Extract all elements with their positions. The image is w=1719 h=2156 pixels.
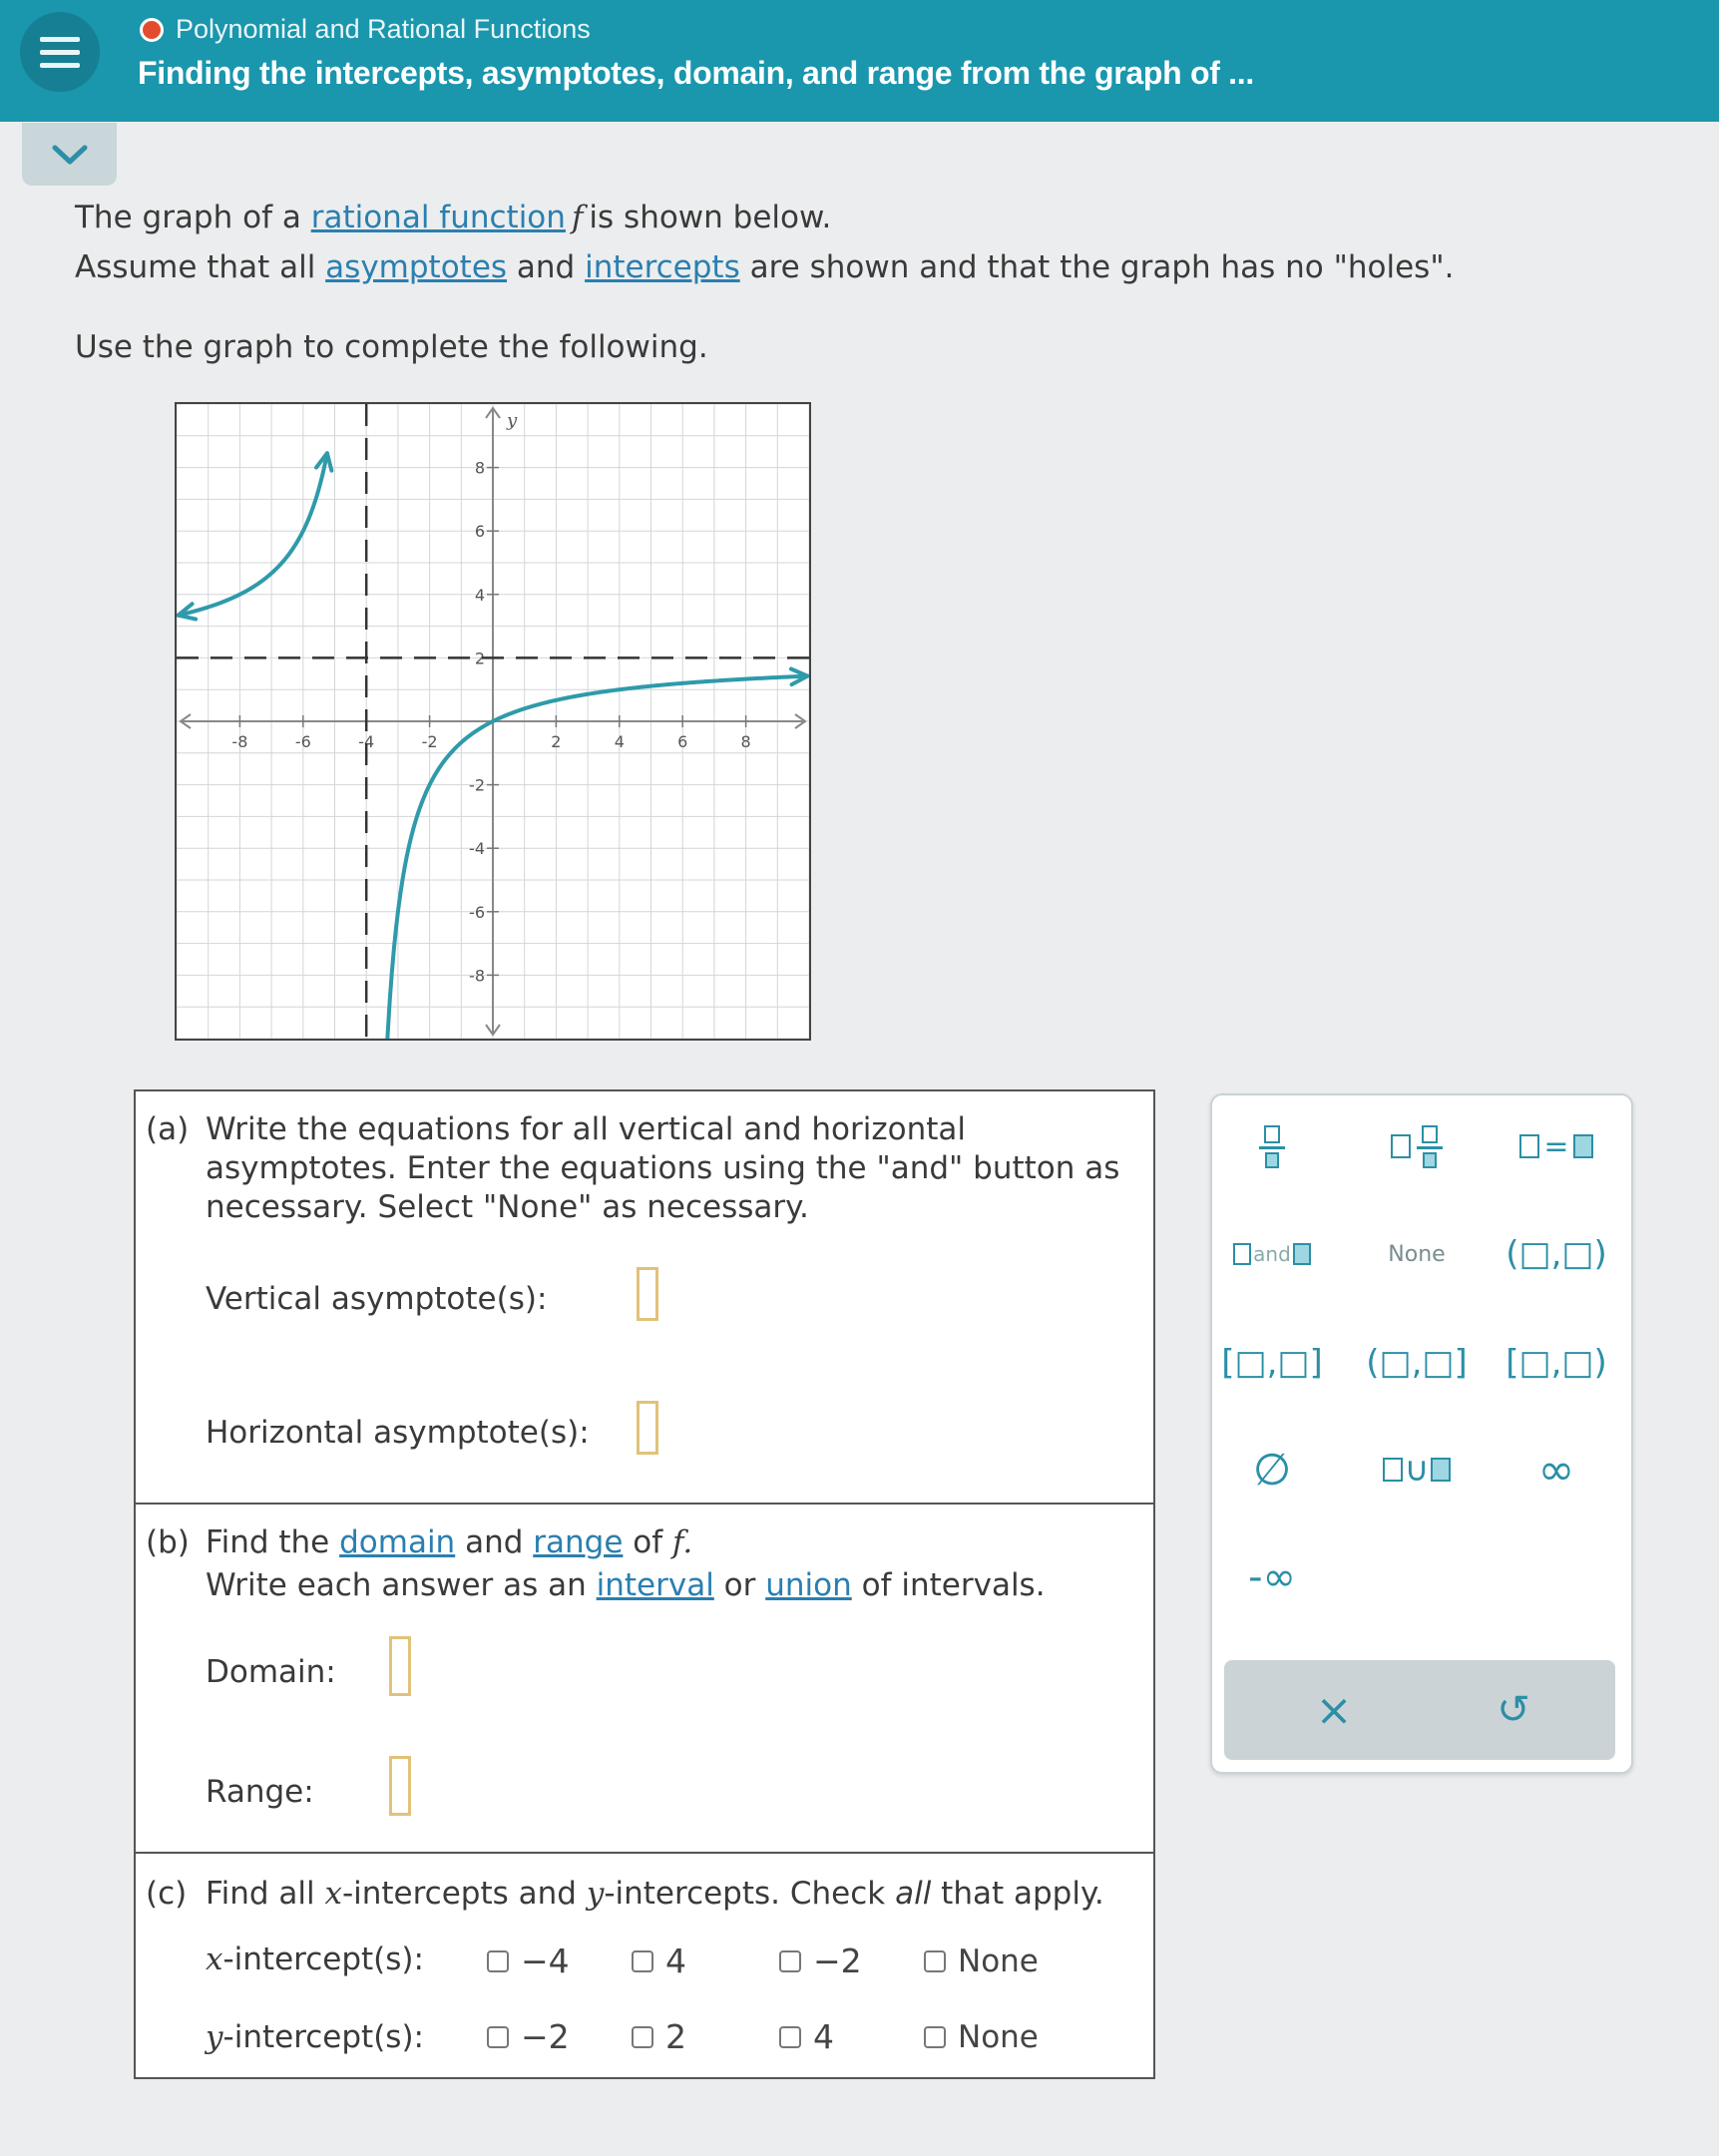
domain-label: Domain: bbox=[206, 1654, 336, 1690]
horizontal-asymptote-input[interactable] bbox=[637, 1401, 658, 1455]
part-a-instruction: necessary. Select "None" as necessary. bbox=[206, 1189, 809, 1225]
part-a-tag: (a) bbox=[146, 1111, 190, 1147]
interval-link[interactable]: interval bbox=[596, 1567, 714, 1603]
chevron-down-icon bbox=[50, 142, 90, 168]
x-option-4[interactable] bbox=[632, 1941, 686, 1980]
domain-input[interactable] bbox=[389, 1636, 411, 1696]
union-link[interactable]: union bbox=[765, 1567, 852, 1603]
x-tick-label: 2 bbox=[551, 732, 562, 751]
label-text: -intercept(s): bbox=[222, 1941, 424, 1977]
part-b-instruction bbox=[206, 1524, 692, 1560]
checkbox[interactable] bbox=[487, 2026, 509, 2048]
y-tick-label: -4 bbox=[469, 839, 485, 859]
closed-open-interval-key[interactable]: [□,□) bbox=[1505, 1343, 1607, 1383]
instruction-text: -intercepts and bbox=[341, 1876, 587, 1912]
y-option-4[interactable] bbox=[779, 2017, 834, 2056]
x-variable: x bbox=[324, 1876, 342, 1912]
x-option-neg4[interactable] bbox=[487, 1941, 570, 1980]
topic-title: Polynomial and Rational Functions bbox=[176, 14, 591, 44]
instruction-text: that apply. bbox=[931, 1876, 1104, 1912]
emphasis-text: all bbox=[895, 1876, 932, 1912]
x-intercept-label bbox=[206, 1941, 424, 1977]
x-tick-label: -6 bbox=[294, 732, 311, 751]
y-tick-label: 4 bbox=[474, 585, 485, 605]
part-a-panel bbox=[134, 1089, 1155, 1505]
part-c-panel bbox=[134, 1852, 1155, 2079]
y-tick-label: -2 bbox=[469, 775, 485, 795]
keypad-actions bbox=[1224, 1660, 1615, 1760]
checkbox[interactable] bbox=[632, 1950, 653, 1972]
part-b-tag: (b) bbox=[146, 1524, 190, 1560]
question-line-3: Use the graph to complete the following. bbox=[75, 329, 708, 365]
x-tick-label: 4 bbox=[614, 732, 625, 751]
part-a-instruction: asymptotes. Enter the equations using the "and" button as bbox=[206, 1150, 1120, 1186]
range-link[interactable]: range bbox=[533, 1524, 624, 1560]
x-option-neg2[interactable] bbox=[779, 1941, 862, 1980]
none-key[interactable]: None bbox=[1388, 1241, 1446, 1267]
and-label: and bbox=[1253, 1242, 1291, 1266]
question-text: are shown and that the graph has no "holes". bbox=[739, 249, 1455, 285]
undo-button[interactable]: ↺ bbox=[1497, 1687, 1530, 1733]
y-option-2[interactable] bbox=[632, 2017, 686, 2056]
x-tick-label: -2 bbox=[421, 732, 438, 751]
checkbox[interactable] bbox=[487, 1950, 509, 1972]
option-label: −2 bbox=[813, 1941, 862, 1980]
fraction-icon bbox=[1259, 1125, 1285, 1168]
function-name: f bbox=[571, 200, 584, 235]
top-bar bbox=[0, 0, 1719, 122]
left-branch-curve bbox=[179, 453, 327, 615]
topic-status-icon bbox=[140, 18, 164, 42]
intercepts-link[interactable]: intercepts bbox=[585, 249, 740, 285]
x-tick-label: 6 bbox=[677, 732, 688, 751]
equals-key[interactable] bbox=[1497, 1111, 1616, 1181]
infinity-key[interactable]: ∞ bbox=[1537, 1444, 1575, 1496]
mixed-number-icon bbox=[1391, 1125, 1443, 1168]
y-option-neg2[interactable] bbox=[487, 2017, 570, 2056]
y-option-none[interactable] bbox=[924, 2019, 1039, 2055]
checkbox[interactable] bbox=[779, 2026, 801, 2048]
function-graph bbox=[175, 402, 811, 1041]
instruction-text: and bbox=[455, 1524, 534, 1560]
asymptotes-link[interactable]: asymptotes bbox=[325, 249, 508, 285]
option-label: None bbox=[958, 1943, 1039, 1979]
range-input[interactable] bbox=[389, 1756, 411, 1816]
open-closed-interval-key[interactable]: (□,□] bbox=[1366, 1343, 1468, 1383]
right-branch-curve bbox=[379, 676, 808, 1039]
question-text: Assume that all bbox=[75, 249, 326, 285]
instruction-text: Find all bbox=[206, 1876, 325, 1912]
equation-icon: = bbox=[1519, 1129, 1592, 1164]
instruction-text: of intervals. bbox=[851, 1567, 1046, 1603]
part-b-panel bbox=[134, 1503, 1155, 1854]
part-a-instruction: Write the equations for all vertical and horizontal bbox=[206, 1111, 966, 1147]
fraction-key[interactable] bbox=[1212, 1111, 1332, 1181]
closed-interval-key[interactable]: [□,□] bbox=[1221, 1343, 1323, 1383]
y-tick-label: 6 bbox=[474, 522, 485, 542]
page-title: Finding the intercepts, asymptotes, domain, and range from the graph of ... bbox=[138, 55, 1254, 91]
instruction-text: Write each answer as an bbox=[206, 1567, 597, 1603]
horizontal-asymptote-label: Horizontal asymptote(s): bbox=[206, 1415, 590, 1451]
and-key[interactable] bbox=[1212, 1219, 1332, 1289]
function-name: f. bbox=[671, 1524, 693, 1560]
y-variable: y bbox=[586, 1876, 605, 1912]
part-b-instruction bbox=[206, 1567, 1046, 1603]
y-tick-label: -8 bbox=[469, 966, 485, 986]
union-symbol: ∪ bbox=[1404, 1450, 1430, 1490]
instruction-text: Find the bbox=[206, 1524, 340, 1560]
option-label: 4 bbox=[665, 1941, 686, 1980]
checkbox[interactable] bbox=[924, 2026, 946, 2048]
y-tick-label: 8 bbox=[474, 458, 485, 478]
option-label: 4 bbox=[813, 2017, 834, 2056]
checkbox[interactable] bbox=[779, 1950, 801, 1972]
domain-link[interactable]: domain bbox=[339, 1524, 456, 1560]
negative-infinity-key[interactable]: -∞ bbox=[1248, 1554, 1296, 1600]
checkbox[interactable] bbox=[632, 2026, 653, 2048]
option-label: 2 bbox=[665, 2017, 686, 2056]
y-variable: y bbox=[206, 2019, 223, 2055]
empty-set-key[interactable]: ∅ bbox=[1252, 1444, 1292, 1496]
x-tick-label: -4 bbox=[358, 732, 375, 751]
union-key[interactable] bbox=[1357, 1435, 1477, 1505]
question-line-2 bbox=[75, 249, 1454, 285]
instruction-text: -intercepts. Check bbox=[604, 1876, 896, 1912]
mixed-number-key[interactable] bbox=[1357, 1111, 1477, 1181]
label-text: -intercept(s): bbox=[222, 2019, 424, 2055]
graph-canvas bbox=[177, 404, 809, 1039]
question-text: The graph of a bbox=[75, 200, 311, 235]
part-c-instruction bbox=[206, 1876, 1104, 1912]
instruction-text: of bbox=[623, 1524, 672, 1560]
checkbox[interactable] bbox=[924, 1950, 946, 1972]
y-tick-label: 2 bbox=[474, 648, 485, 668]
question-text: and bbox=[507, 249, 586, 285]
y-tick-label: -6 bbox=[469, 902, 485, 922]
x-variable: x bbox=[206, 1941, 223, 1977]
x-tick-label: 8 bbox=[740, 732, 751, 751]
option-label: −4 bbox=[521, 1941, 570, 1980]
x-tick-label: -8 bbox=[231, 732, 248, 751]
collapse-button[interactable] bbox=[22, 123, 117, 186]
math-keypad bbox=[1210, 1093, 1633, 1774]
question-text: is shown below. bbox=[589, 200, 832, 235]
vertical-asymptote-label: Vertical asymptote(s): bbox=[206, 1281, 548, 1317]
range-label: Range: bbox=[206, 1774, 314, 1810]
clear-button[interactable]: × bbox=[1315, 1684, 1353, 1736]
part-c-tag: (c) bbox=[146, 1876, 188, 1912]
rational-function-link[interactable]: rational function bbox=[310, 200, 566, 235]
x-option-none[interactable] bbox=[924, 1943, 1039, 1979]
menu-icon[interactable] bbox=[20, 12, 100, 92]
vertical-asymptote-input[interactable] bbox=[637, 1267, 658, 1321]
y-axis-label: y bbox=[507, 410, 518, 431]
topic-row bbox=[140, 14, 591, 45]
union-icon bbox=[1383, 1450, 1452, 1490]
option-label: −2 bbox=[521, 2017, 570, 2056]
option-label: None bbox=[958, 2019, 1039, 2055]
open-interval-key[interactable]: (□,□) bbox=[1505, 1234, 1607, 1274]
y-intercept-label bbox=[206, 2019, 424, 2055]
question-line-1 bbox=[75, 200, 831, 235]
instruction-text: or bbox=[713, 1567, 766, 1603]
